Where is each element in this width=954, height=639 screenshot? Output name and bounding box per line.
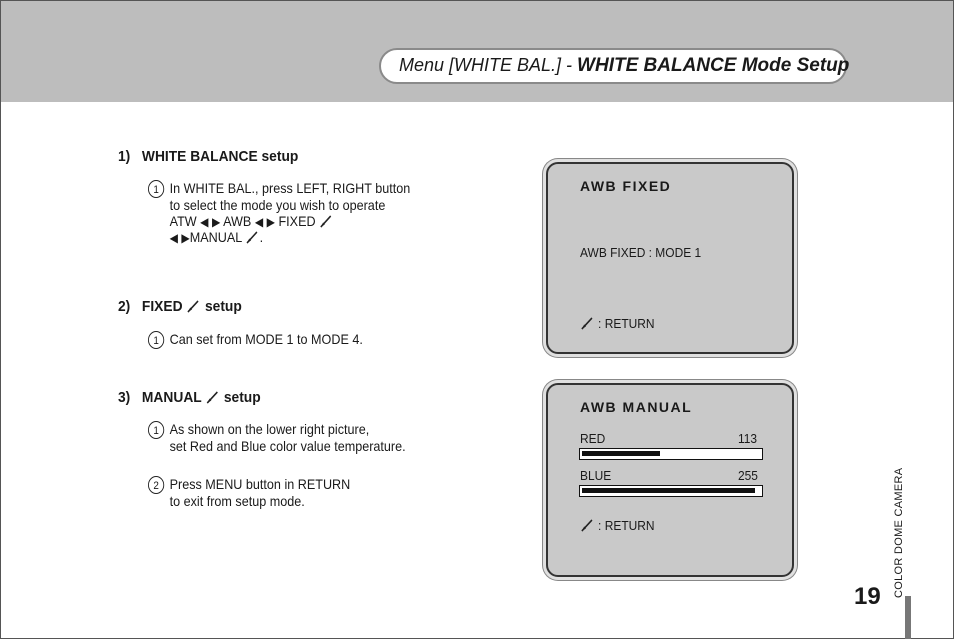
- item-text: In WHITE BAL., press LEFT, RIGHT button: [169, 180, 411, 196]
- circled-number: 1: [148, 421, 164, 439]
- section-number: 3): [118, 389, 131, 406]
- osd-screen-awb-manual: [546, 383, 794, 577]
- section-number: 2): [118, 298, 131, 315]
- right-triangle-icon: ▶: [266, 214, 275, 229]
- section-number: 1): [118, 148, 131, 165]
- section-heading-text: WHITE BALANCE setup: [141, 148, 299, 165]
- blue-slider: [579, 485, 763, 497]
- enter-wand-icon: [580, 518, 595, 532]
- left-triangle-icon: ◀: [169, 231, 178, 245]
- mode-sequence: [148, 214, 410, 231]
- list-item: [148, 180, 410, 247]
- side-running-title: COLOR DOME CAMERA: [893, 467, 905, 598]
- section-heading-suffix: setup: [204, 298, 242, 315]
- page-number: 19: [854, 583, 881, 610]
- list-item: [148, 331, 363, 349]
- item-text: Can set from MODE 1 to MODE 4.: [169, 331, 363, 347]
- right-triangle-icon: ▶: [211, 214, 221, 229]
- return-label: : RETURN: [598, 518, 655, 533]
- section-heading: [118, 298, 242, 315]
- right-triangle-icon: ▶: [181, 231, 190, 245]
- circled-number: 2: [148, 476, 164, 494]
- return-label: : RETURN: [598, 316, 655, 331]
- list-item: [148, 421, 406, 455]
- section-heading: [118, 389, 261, 406]
- title-prefix: Menu [WHITE BAL.] -: [399, 55, 578, 75]
- left-triangle-icon: ◀: [254, 214, 264, 229]
- section-heading-text: MANUAL: [141, 389, 202, 406]
- screen-return-line: [580, 518, 655, 533]
- section-heading-suffix: setup: [223, 389, 261, 406]
- section-title-banner: [379, 48, 850, 84]
- circled-number: 1: [148, 331, 164, 349]
- section-white-balance-setup: [118, 148, 314, 165]
- red-value: 113: [738, 431, 758, 446]
- enter-wand-icon: [580, 316, 595, 330]
- side-tab-bar: [905, 596, 911, 639]
- red-label: RED: [580, 431, 606, 446]
- screen-return-line: [580, 316, 655, 331]
- item-text: Press MENU button in RETURN: [169, 476, 351, 492]
- enter-wand-icon: [245, 230, 259, 244]
- enter-wand-icon: [205, 390, 220, 404]
- item-text: As shown on the lower right picture,: [169, 421, 370, 437]
- circled-number: 1: [148, 180, 164, 198]
- mode-awb: AWB: [223, 212, 252, 229]
- item-text: to select the mode you wish to operate: [169, 197, 386, 213]
- osd-screen-awb-fixed: [546, 162, 794, 354]
- title-main: WHITE BALANCE Mode Setup: [577, 55, 850, 76]
- enter-wand-icon: [186, 299, 201, 313]
- mode-manual: MANUAL: [189, 229, 242, 245]
- section-fixed-setup: [118, 298, 253, 315]
- item-text: to exit from setup mode.: [169, 493, 305, 509]
- red-slider-fill: [582, 451, 660, 456]
- enter-wand-icon: [319, 214, 333, 228]
- screen-title: AWB FIXED: [580, 178, 672, 194]
- page-title: [399, 55, 849, 77]
- screen-value-line: AWB FIXED : MODE 1: [580, 245, 702, 260]
- mode-atw: ATW: [169, 212, 197, 229]
- screen-title: AWB MANUAL: [580, 399, 693, 415]
- blue-value: 255: [738, 468, 758, 483]
- section-manual-setup: [118, 389, 273, 406]
- list-item: [148, 476, 350, 510]
- mode-fixed: FIXED: [278, 212, 316, 229]
- left-triangle-icon: ◀: [200, 214, 209, 229]
- section-heading-text: FIXED: [141, 298, 183, 315]
- red-slider: [579, 448, 763, 460]
- item-text: set Red and Blue color value temperature.: [169, 438, 406, 454]
- mode-sequence-cont: ◀ ▶MANUAL .: [169, 229, 264, 245]
- blue-label: BLUE: [580, 468, 612, 483]
- blue-slider-fill: [582, 488, 755, 493]
- section-heading: [118, 148, 298, 165]
